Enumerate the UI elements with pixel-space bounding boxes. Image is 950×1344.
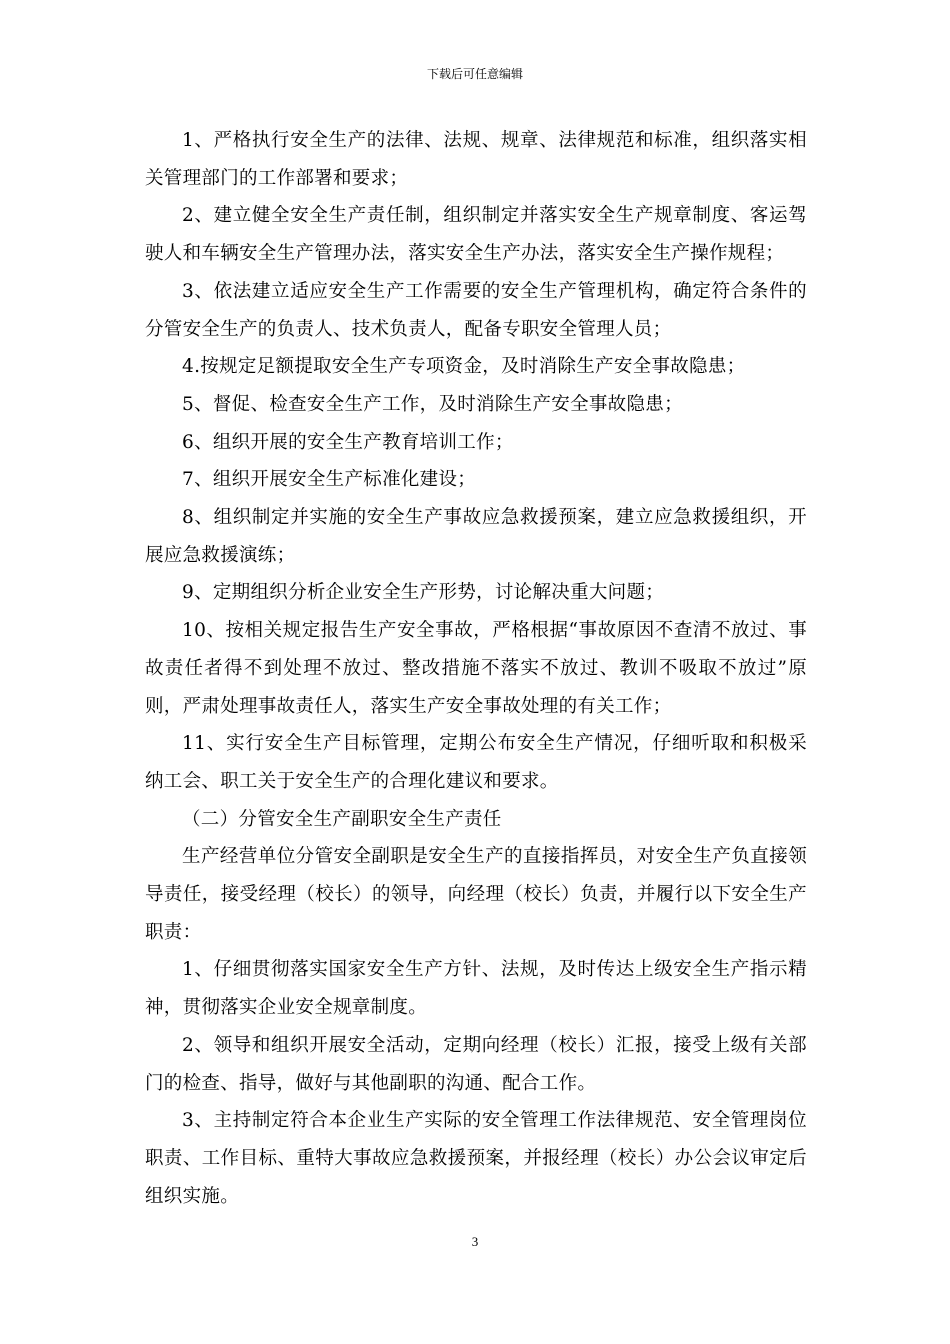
paragraph-duty-3: 3、主持制定符合本企业生产实际的安全管理工作法律规范、安全管理岗位职责、工作目标、重特大事故应急救援预案，并报经理（校长）办公会议审定后组织实施。 (145, 1110, 807, 1207)
paragraph-duty-1: 1、仔细贯彻落实国家安全生产方针、法规，及时传达上级安全生产指示精神，贯彻落实企业安全规章制度。 (145, 959, 807, 1019)
paragraph-intro: 生产经营单位分管安全副职是安全生产的直接指挥员，对安全生产负直接领导责任，接受经理（校长）的领导，向经理（校长）负责，并履行以下安全生产职责： (145, 846, 807, 943)
paragraph-10: 10、按相关规定报告生产安全事故，严格根据“事故原因不查清不放过、事故责任者得不到处理不放过、整改措施不落实不放过、教训不吸取不放过”原则，严肃处理事故责任人，落实生产安全事故处理的有关工作； (145, 620, 807, 717)
page-number: 3 (471, 1234, 479, 1249)
paragraph-3: 3、依法建立适应安全生产工作需要的安全生产管理机构，确定符合条件的分管安全生产的负责人、技术负责人，配备专职安全管理人员； (145, 280, 807, 340)
paragraph-4: 4.按规定足额提取安全生产专项资金，及时消除生产安全事故隐患； (182, 356, 746, 378)
paragraph-9: 9、定期组织分析企业安全生产形势，讨论解决重大问题； (182, 582, 665, 604)
paragraph-7: 7、组织开展安全生产标准化建设； (182, 469, 477, 491)
paragraph-11: 11、实行安全生产目标管理，定期公布安全生产情况，仔细听取和积极采纳工会、职工关于安全生产的合理化建议和要求。 (145, 733, 807, 792)
page-header: 下载后可任意编辑 (426, 67, 523, 81)
paragraph-5: 5、督促、检查安全生产工作，及时消除生产安全事故隐患； (182, 393, 683, 415)
document-body (145, 122, 807, 1215)
paragraph-2: 2、建立健全安全生产责任制，组织制定并落实安全生产规章制度、客运驾驶人和车辆安全生产管理办法，落实安全生产办法，落实安全生产操作规程； (145, 205, 807, 265)
paragraph-1: 1、严格执行安全生产的法律、法规、规章、法律规范和标准，组织落实相关管理部门的工作部署和要求； (145, 130, 807, 189)
paragraph-duty-2: 2、领导和组织开展安全活动，定期向经理（校长）汇报，接受上级有关部门的检查、指导，做好与其他副职的沟通、配合工作。 (145, 1034, 807, 1094)
section-heading: （二）分管安全生产副职安全生产责任 (182, 808, 502, 830)
paragraph-6: 6、组织开展的安全生产教育培训工作； (182, 431, 514, 453)
paragraph-8: 8、组织制定并实施的安全生产事故应急救援预案，建立应急救援组织，开展应急救援演练； (145, 507, 807, 566)
